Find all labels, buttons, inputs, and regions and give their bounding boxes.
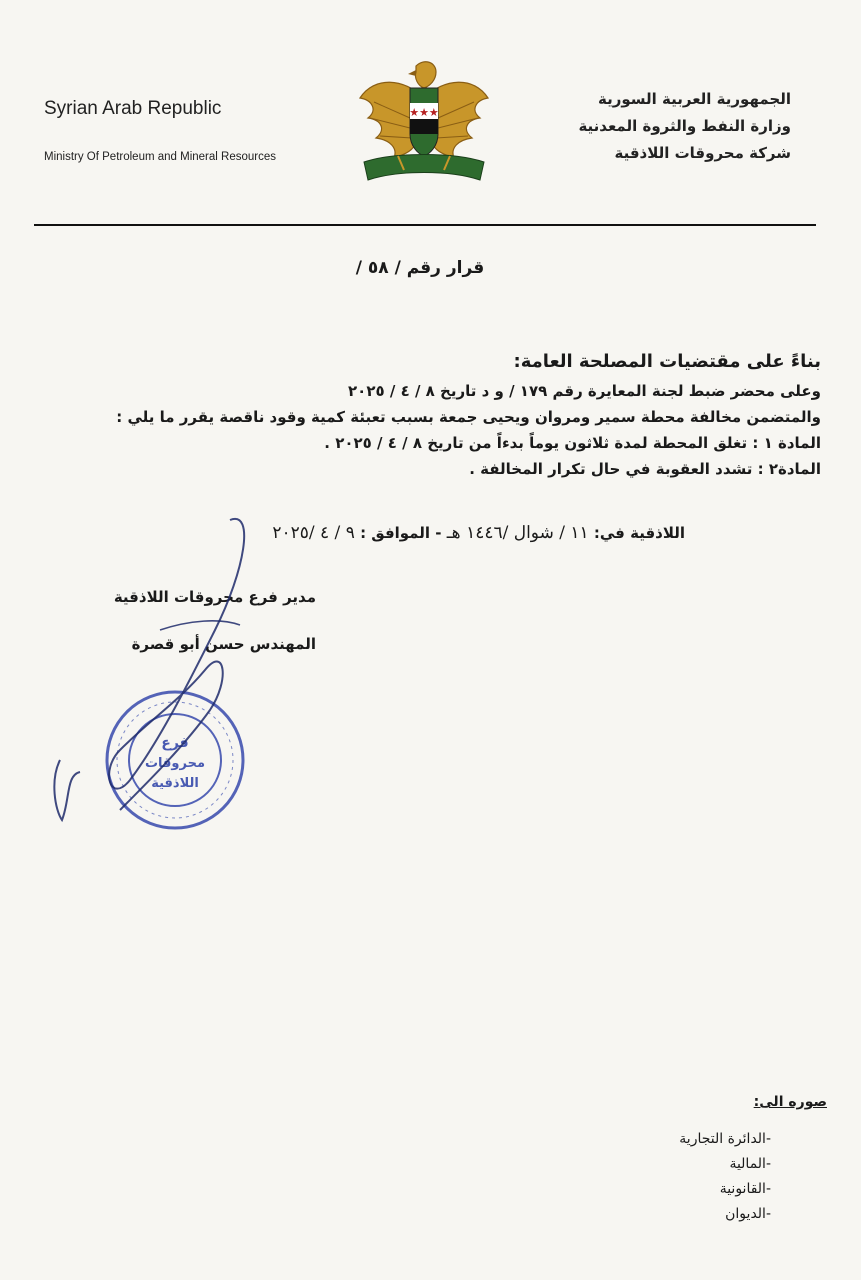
english-ministry-name: Ministry Of Petroleum and Mineral Resources	[44, 151, 276, 163]
signatory-title: مدير فرع محروقات اللاذقية	[113, 588, 316, 606]
body-line-5: المادة٢ : تشدد العقوبة في حال تكرار المخالفة .	[469, 460, 821, 478]
stamp-line-2: محروقات	[144, 756, 206, 771]
body-line-3: والمتضمن مخالفة محطة سمير ومروان ويحيى جمعة بسبب تعبئة كمية وقود ناقصة يقرر ما يلي :	[116, 408, 821, 426]
date-middle: - الموافق :	[360, 524, 442, 542]
stamp-line-1: فرع	[161, 735, 189, 751]
decision-number: ٥٨	[367, 258, 389, 278]
copies-item: -الدائرة التجارية	[679, 1131, 771, 1147]
decision-suffix: /	[355, 258, 362, 278]
arabic-country-name: الجمهورية العربية السورية	[598, 90, 791, 108]
stamp-line-3: اللاذقية	[151, 776, 199, 791]
header-divider	[34, 224, 816, 226]
hijri-date: ١١ / شوال /١٤٤٦ هـ	[446, 523, 589, 543]
handwritten-signature-icon	[40, 510, 340, 830]
arabic-ministry-name: وزارة النفط والثروة المعدنية	[578, 117, 791, 135]
copies-list	[679, 1127, 771, 1227]
arabic-company-name: شركة محروقات اللاذقية	[614, 144, 791, 162]
copies-item: -القانونية	[719, 1181, 771, 1197]
eagle-emblem-icon	[354, 58, 494, 186]
copies-item: -الديوان	[725, 1206, 771, 1222]
body-line-4: المادة ١ : تغلق المحطة لمدة ثلاثون يوماً بدءاً من تاريخ ٨ / ٤ / ٢٠٢٥ .	[324, 434, 821, 452]
svg-text:★★★: ★★★	[409, 106, 439, 119]
body-line-2: وعلى محضر ضبط لجنة المعايرة رقم ١٧٩ / و د تاريخ ٨ / ٤ / ٢٠٢٥	[348, 382, 821, 400]
body-line-1: بناءً على مقتضيات المصلحة العامة:	[513, 351, 821, 372]
copies-item: -المالية	[729, 1156, 771, 1172]
decision-label: قرار رقم /	[394, 258, 485, 278]
signatory-name: المهندس حسن أبو قصرة	[131, 635, 316, 653]
date-prefix: اللاذقية في:	[593, 524, 685, 542]
english-country-name: Syrian Arab Republic	[44, 98, 222, 119]
gregorian-date: ٩ / ٤ /٢٠٢٥	[272, 523, 355, 543]
arabic-header-block	[578, 86, 791, 167]
decision-number-line	[300, 258, 540, 278]
decision-body	[41, 346, 821, 482]
copies-to-title: صوره الى:	[753, 1094, 827, 1110]
